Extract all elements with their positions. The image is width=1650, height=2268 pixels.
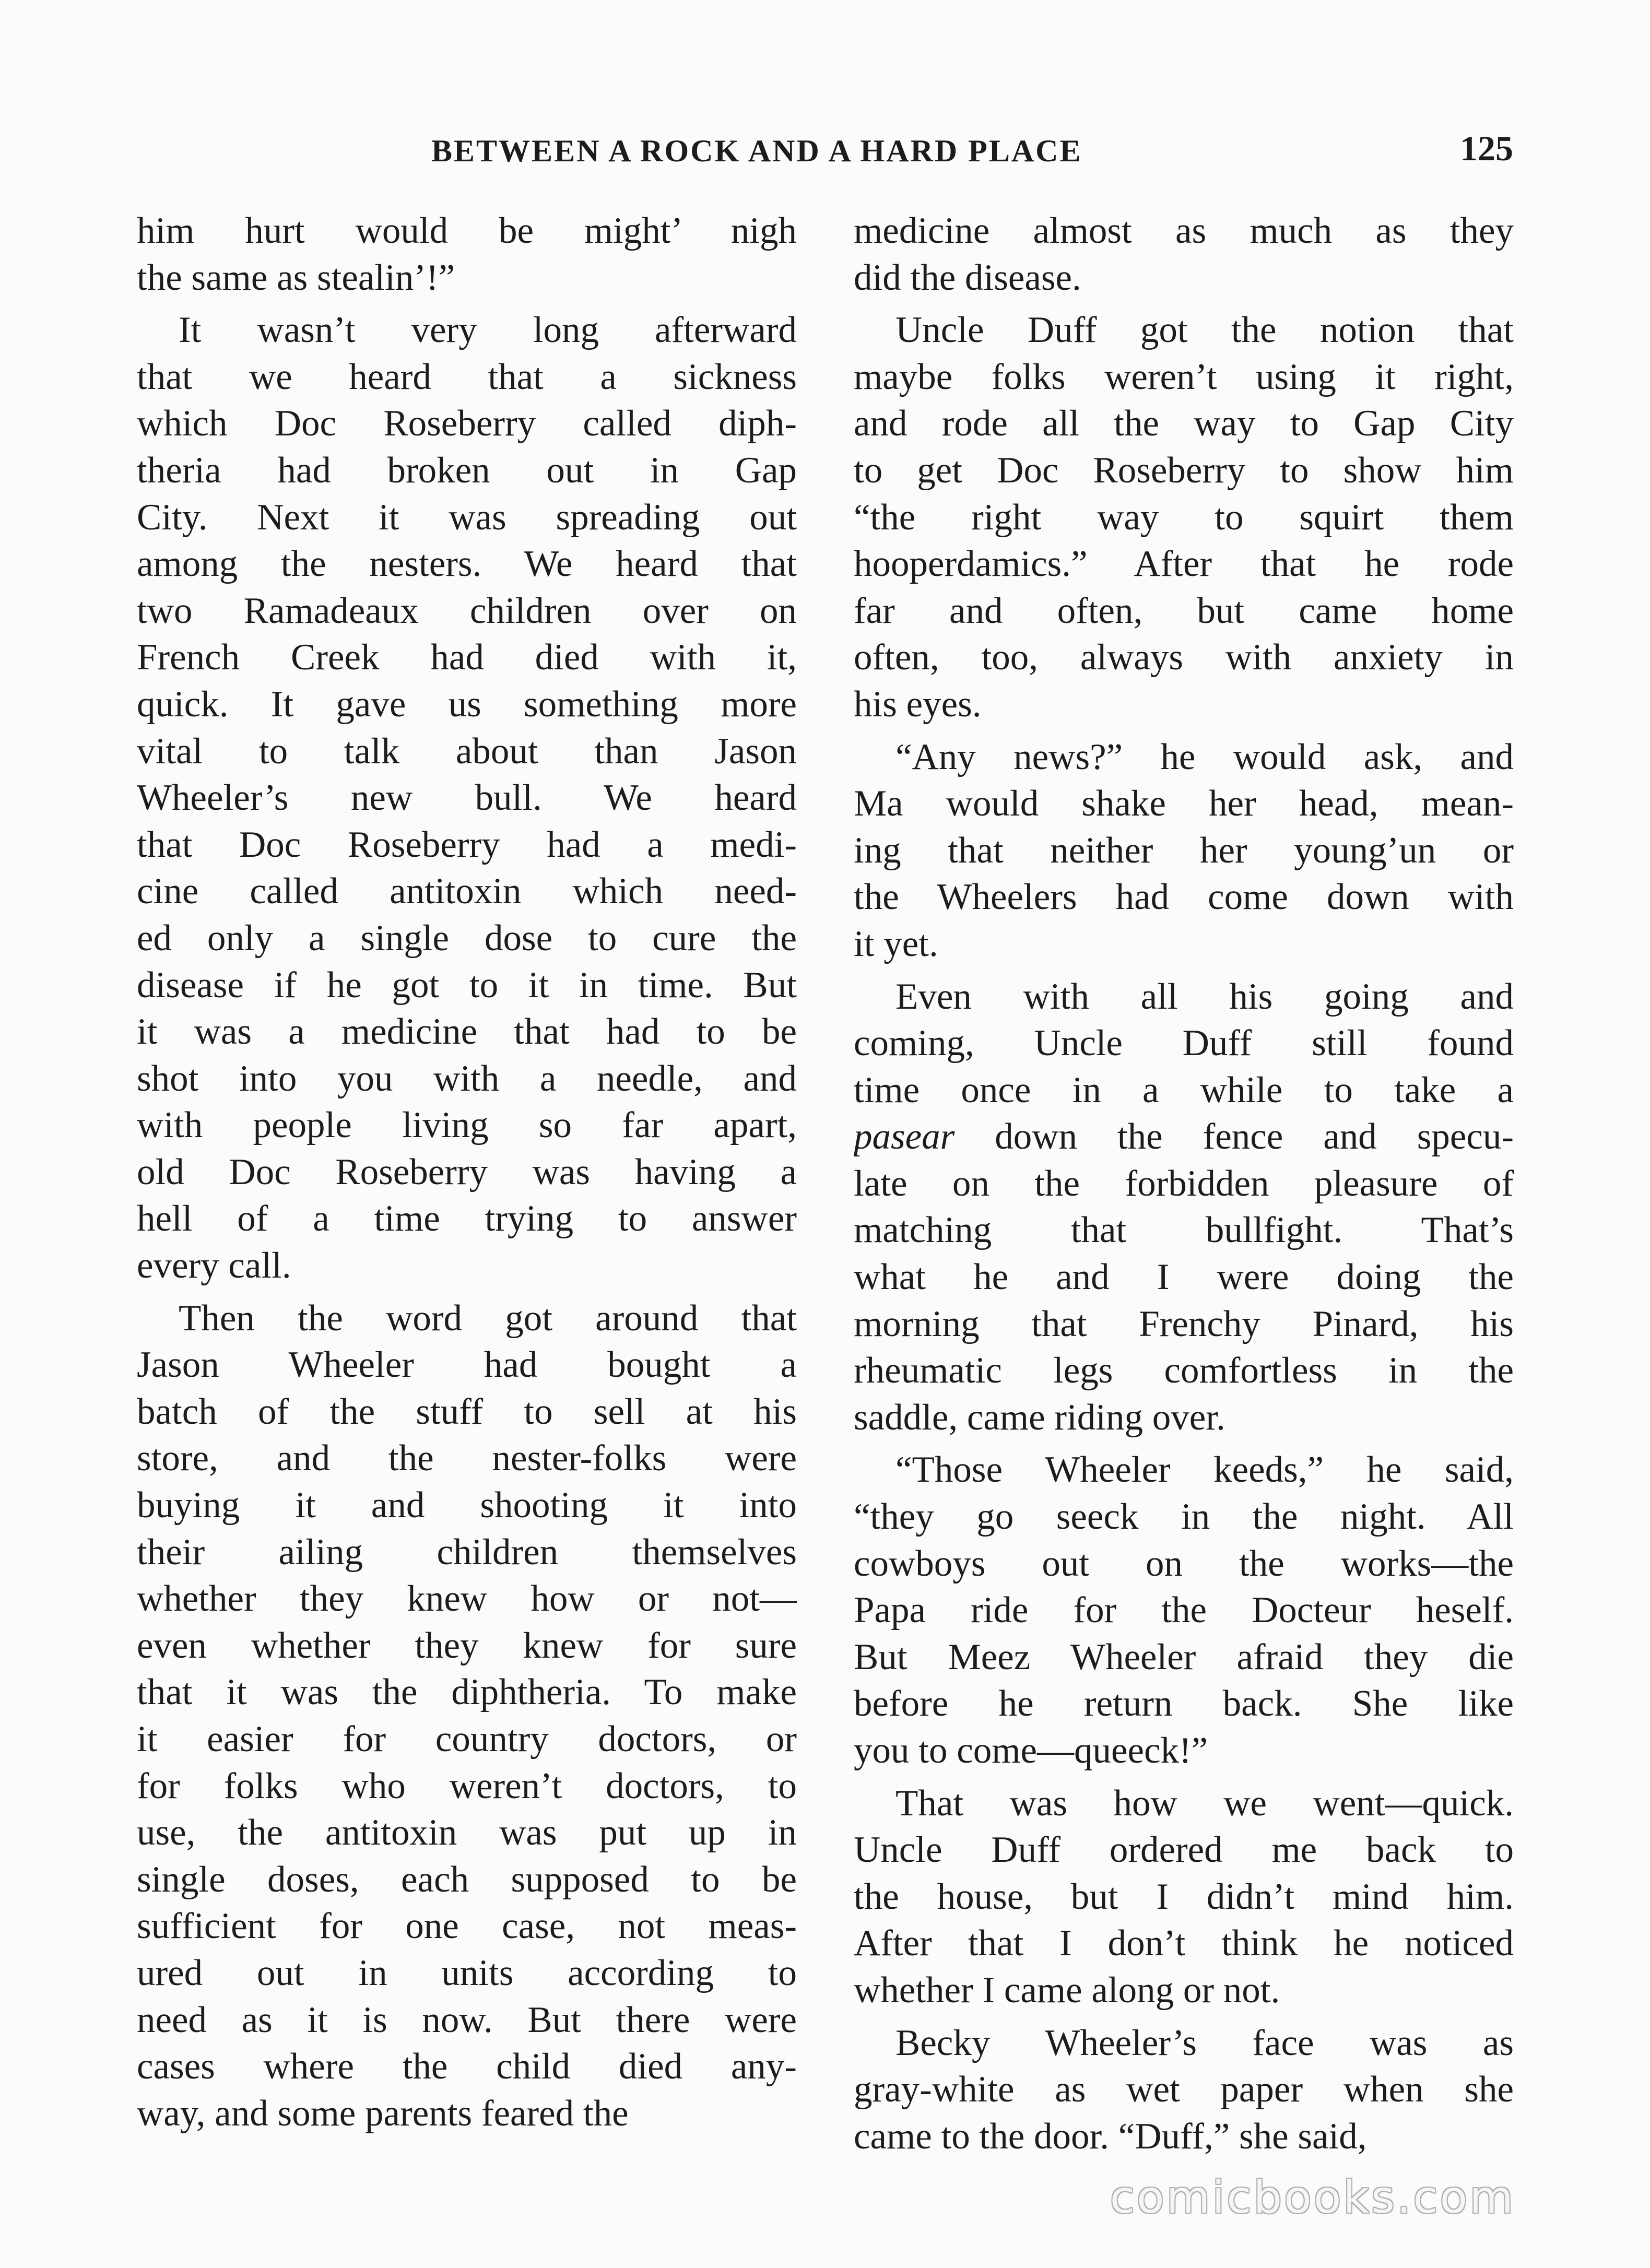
text-line: for folks who weren’t doctors, to [137,1765,797,1806]
text-line: Papa ride for the Docteur heself. [854,1590,1514,1631]
paragraph [854,734,1514,968]
text-line: “Those Wheeler keeds,” he said, [895,1449,1514,1491]
text-line: morning that Frenchy Pinard, his [854,1303,1514,1344]
paragraph [137,307,797,1289]
text-line: buying it and shooting it into [137,1485,797,1526]
paragraph [854,974,1514,1442]
text-line: matching that bullfight. That’s [854,1210,1514,1251]
text-line: gray-white as wet paper when she [854,2069,1514,2110]
text-line: every call. [137,1245,291,1286]
text-line: old Doc Roseberry was having a [137,1151,797,1192]
text-line: time once in a while to take a [854,1069,1514,1111]
text-line: it easier for country doctors, or [137,1719,797,1759]
text-line: Wheeler’s new bull. We heard [137,777,797,819]
text-line: way, and some parents feared the [137,2093,629,2134]
paragraph [854,2020,1514,2160]
text-line: cases where the child died any- [137,2046,797,2087]
text-line: pasear down the fence and specu- [854,1116,1514,1157]
text-line: what he and I were doing the [854,1257,1514,1298]
text-line: need as it is now. But there were [137,1999,797,2040]
text-line: theria had broken out in Gap [137,450,797,491]
text-line: Even with all his going and [895,976,1514,1017]
text-line: Jason Wheeler had bought a [137,1344,797,1386]
text-line: After that I don’t think he noticed [854,1923,1514,1964]
paragraph [137,1295,797,2137]
text-line: ing that neither her young’un or [854,830,1514,871]
text-line: batch of the stuff to sell at his [137,1391,797,1432]
text-line: store, and the nester-folks were [137,1438,797,1479]
text-line: cowboys out on the works—the [854,1543,1514,1584]
text-line: disease if he got to it in time. But [137,964,797,1006]
text-line: “the right way to squirt them [854,497,1514,538]
text-line: hell of a time trying to answer [137,1198,797,1239]
text-line: Uncle Duff ordered me back to [854,1829,1514,1871]
text-line: sufficient for one case, not meas- [137,1906,797,1947]
page-number: 125 [1460,128,1513,168]
text-line: maybe folks weren’t using it right, [854,356,1514,397]
text-line: saddle, came riding over. [854,1397,1225,1438]
running-header-title: BETWEEN A ROCK AND A HARD PLACE [431,134,1082,168]
text-line: vital to talk about than Jason [137,730,797,772]
text-line: far and often, but came home [854,590,1514,631]
text-line: But Meez Wheeler afraid they die [854,1636,1514,1678]
text-line: to get Doc Roseberry to show him [854,450,1514,491]
text-line: him hurt would be might’ nigh [137,210,797,251]
text-line: coming, Uncle Duff still found [854,1023,1514,1064]
text-line: That was how we went—quick. [895,1782,1514,1824]
text-line: quick. It gave us something more [137,683,797,725]
text-line: ured out in units according to [137,1952,797,1993]
text-line: it yet. [854,923,938,964]
text-line: City. Next it was spreading out [137,497,797,538]
text-line: it was a medicine that had to be [137,1011,797,1053]
text-line: hooperdamics.” After that he rode [854,544,1514,585]
paragraph [137,208,797,301]
text-line: shot into you with a needle, and [137,1058,797,1099]
text-line: their ailing children themselves [137,1531,797,1573]
text-line: that we heard that a sickness [137,356,797,397]
text-line: whether they knew how or not— [137,1578,797,1620]
text-line: cine called antitoxin which need- [137,871,797,912]
text-line: rheumatic legs comfortless in the [854,1350,1514,1391]
text-line: which Doc Roseberry called diph- [137,403,797,444]
text-line: “Any news?” he would ask, and [895,736,1514,777]
paragraph [854,307,1514,728]
text-line: Ma would shake her head, mean- [854,783,1514,824]
text-line: single doses, each supposed to be [137,1859,797,1900]
text-line: the same as stealin’!” [137,257,455,298]
text-line: his eyes. [854,683,982,725]
paragraph [854,1447,1514,1774]
text-line: use, the antitoxin was put up in [137,1812,797,1853]
text-line: Then the word got around that [179,1297,797,1339]
text-line: Becky Wheeler’s face was as [895,2022,1514,2063]
right-text-column [854,208,1514,2160]
italic-word: pasear [854,1116,955,1157]
site-watermark: comicbooks.com [1110,2171,1515,2224]
text-line: did the disease. [854,257,1081,298]
text-line: the house, but I didn’t mind him. [854,1876,1514,1917]
paragraph [854,1780,1514,2014]
left-text-column [137,208,797,2137]
text-line: often, too, always with anxiety in [854,637,1514,678]
text-line: whether I came along or not. [854,1969,1280,2011]
text-line: with people living so far apart, [137,1105,797,1146]
paragraph [854,208,1514,301]
text-line: came to the door. “Duff,” she said, [854,2116,1367,2157]
text-line: and rode all the way to Gap City [854,403,1514,444]
text-line: It wasn’t very long afterward [179,310,797,351]
text-line: that it was the diphtheria. To make [137,1672,797,1713]
text-line: that Doc Roseberry had a medi- [137,824,797,865]
text-line: two Ramadeaux children over on [137,590,797,631]
text-line: among the nesters. We heard that [137,544,797,585]
text-line: late on the forbidden pleasure of [854,1163,1514,1204]
text-line: ed only a single dose to cure the [137,917,797,959]
text-line: even whether they knew for sure [137,1625,797,1666]
text-line: French Creek had died with it, [137,637,797,678]
text-line: “they go seeck in the night. All [854,1496,1514,1538]
text-line: you to come—queeck!” [854,1730,1208,1771]
text-line: Uncle Duff got the notion that [895,310,1514,351]
text-line: before he return back. She like [854,1683,1514,1724]
text-line: medicine almost as much as they [854,210,1514,251]
text-line: the Wheelers had come down with [854,877,1514,918]
